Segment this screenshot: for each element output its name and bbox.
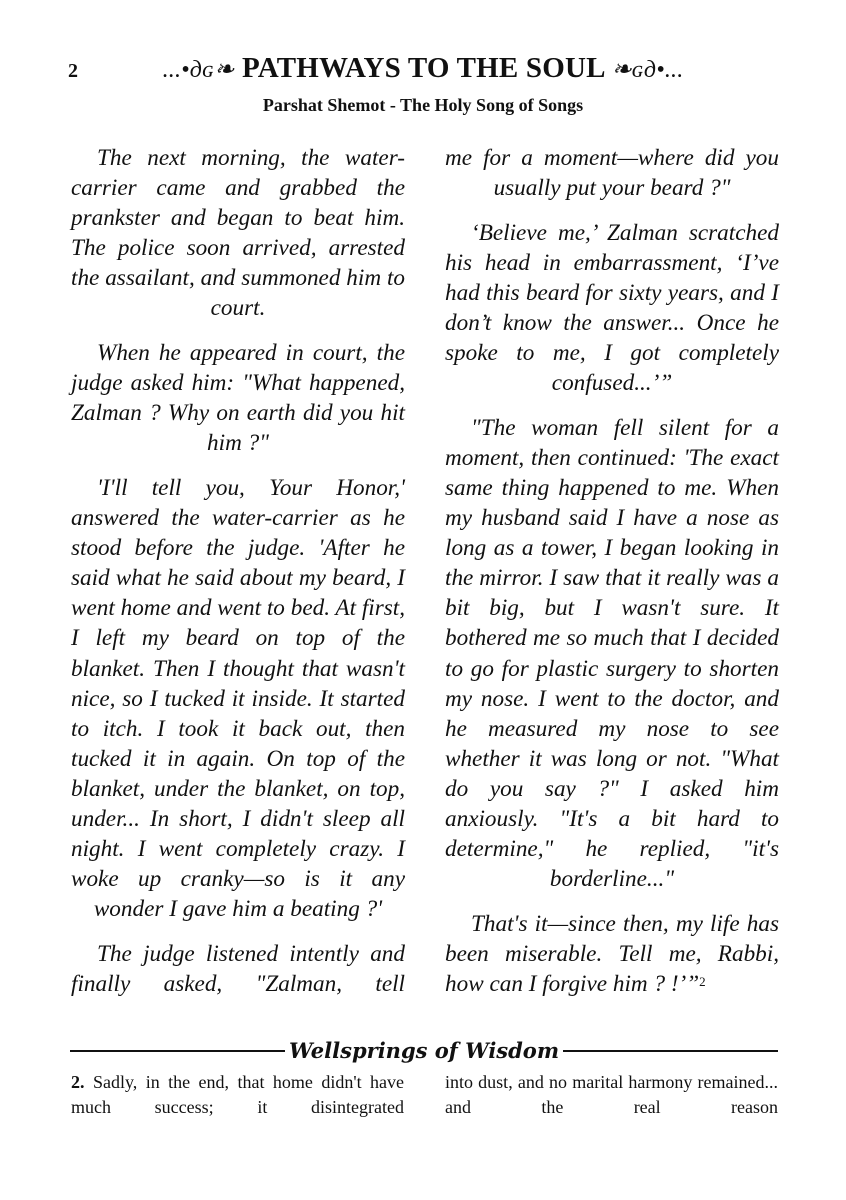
right-column <box>445 143 779 1014</box>
paragraph: ‘Believe me,’ Zalman scratched his head in embarrassment, ‘I’ve had this beard for sixty years, and I don’t know the answer... Once he spoke to me, I got completely confused...’” <box>445 219 779 397</box>
paragraph-continued: me for a moment—where did you usually put your beard ?" <box>445 145 779 202</box>
left-column <box>71 143 405 1014</box>
footnote-text: into dust, and no marital harmony remained... and the real reason <box>445 1072 778 1117</box>
page-number: 2 <box>68 60 78 82</box>
paragraph: When he appeared in court, the judge asked him: "What happened, Zalman ? Why on earth did you hit him ?" <box>71 340 405 457</box>
footnote-right <box>445 1070 778 1120</box>
paragraph <box>445 909 779 999</box>
running-header <box>0 52 846 85</box>
footnote-reference[interactable]: 2 <box>699 973 706 989</box>
footnote-text: Sadly, in the end, that home didn't have much success; it disintegrated <box>71 1072 404 1117</box>
paragraph: The judge listened intently and finally asked, "Zalman, tell <box>71 940 405 997</box>
ornament-right-icon: ❧ɢд•... <box>611 57 684 83</box>
paragraph-text: That's it—since then, my life has been miserable. Tell me, Rabbi, how can I forgive him ? !’” <box>445 910 779 997</box>
footnote-number: 2. <box>71 1072 85 1092</box>
paragraph: 'I'll tell you, Your Honor,' answered the water-carrier as he stood before the judge. 'After he said what he said about my beard, I went home and went to bed. At first, I left my beard on top of the blanket. Then I thought that wasn't nice, so I tucked it inside. It started to itch. I took it back out, then tucked it in again. On top of the blanket, under the blanket, on top, under... In short, I didn't sleep all night. I went completely crazy. I woke up cranky—so is it any wonder I gave him a beating ?' <box>71 474 405 923</box>
paragraph: "The woman fell silent for a moment, then continued: 'The exact same thing happened to me. When my husband said I have a nose as long as a tower, I began looking in the mirror. I saw that it really was a bit big, but I wasn't sure. It bothered me so much that I decided to go for plastic surgery to shorten my nose. I went to the doctor, and he measured my nose to see whether it was long or not. "What do you say ?" I asked him anxiously. "It's a bit hard to determine," he replied, "it's borderline..." <box>445 414 779 893</box>
footnote-divider <box>70 1038 778 1064</box>
footnote-section-title: Wellsprings of Wisdom <box>70 1038 778 1063</box>
ornament-left-icon: ...•дɢ❧ <box>162 57 235 83</box>
paragraph: The next morning, the water-carrier came and grabbed the prankster and began to beat him. The police soon arrived, arrested the assailant, and summoned him to court. <box>71 145 405 322</box>
footnote-left <box>71 1070 404 1120</box>
book-title: PATHWAYS TO THE SOUL <box>241 52 605 84</box>
chapter-subtitle: Parshat Shemot - The Holy Song of Songs <box>262 95 584 115</box>
